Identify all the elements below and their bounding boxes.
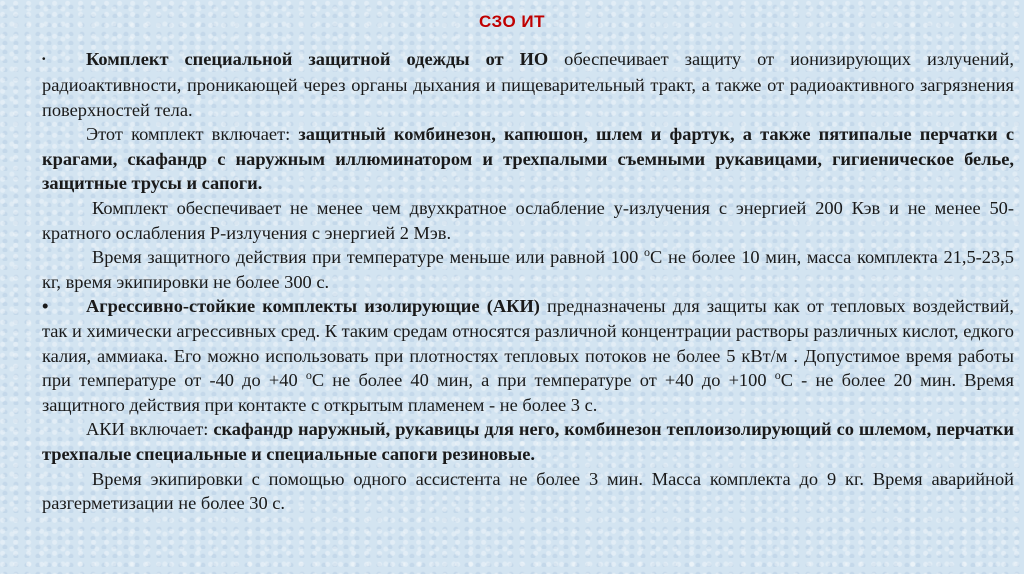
paragraph-protection-time [42, 245, 1014, 294]
paragraph-bold-text: скафандр наружный, рукавицы для него, комбинезон теплоизолирующий со шлемом, перчатки трехпалые специальные и специальные сапоги резиновые. [42, 419, 1014, 464]
paragraph-lead-text: АКИ включает: [86, 419, 214, 440]
degree-superscript: о [305, 368, 312, 383]
paragraph-attenuation: Комплект обеспечивает не менее чем двухкратное ослабление у-излучения с энергией 200 Кэв и не менее 50-кратного ослабления Р-излучения с энергией 2 Мэв. [42, 198, 1014, 243]
slide-body [42, 47, 1014, 516]
paragraph-text: обеспечивает защиту от ионизирующих излучений, радиоактивности, проникающей через органы дыхания и пищеварительный тракт, а также от радиоактивного загрязнения поверхностей тела. [42, 49, 1014, 120]
paragraph-kit-contents [42, 122, 1014, 196]
bullet-icon: • [42, 295, 49, 317]
degree-superscript: о [644, 245, 651, 260]
paragraph-text: предназначены для защиты как от тепловых воздействий, так и химически агрессивных сред. К таким средам относятся различной концентрации растворы различных кислот, едкого калия, аммиака. Его можно использовать при плотностях тепловых потоков не более 5 кВт/м . Допустимое время работы при температуре от -40 до +40 [42, 296, 1014, 391]
paragraph-aki-contents [42, 417, 1014, 466]
paragraph-lead-text: Этот комплект включает: [86, 124, 299, 145]
paragraph-text: С не более 10 мин, масса комплекта 21,5-23,5 кг, время экипировки не более 300 с. [42, 247, 1014, 292]
slide-title: СЗО ИТ [478, 12, 546, 31]
paragraph-text: С не более 40 мин, а при температуре от +40 до +100 [311, 370, 775, 391]
paragraph-sizo-io [42, 47, 1014, 122]
paragraph-bold-text: защитный комбинезон, капюшон, шлем и фартук, а также пятипалые перчатки с крагами, скафандр с наружным иллюминатором и трехпалыми съемными рукавицами, гигиеническое белье, защитные трусы и сапоги. [42, 124, 1014, 194]
paragraph-equip-time: Время экипировки с помощью одного ассистента не более 3 мин. Масса комплекта до 9 кг. Время аварийной разгерметизации не более 30 с. [42, 468, 1014, 514]
paragraph-text: С - не более 20 мин. Время защитного действия при контакте с открытым пламенем - не более 3 с. [42, 370, 1014, 415]
paragraph-text: Время защитного действия при температуре меньше или равной 100 [92, 247, 645, 268]
bullet-icon: • [42, 54, 46, 66]
paragraph-bold-heading: Комплект специальной защитной одежды от ИО [86, 49, 549, 69]
paragraph-bold-heading: Агрессивно-стойкие комплекты изолирующие (АКИ) [86, 296, 540, 317]
degree-superscript: о [774, 368, 781, 383]
paragraph-aki [42, 294, 1014, 417]
